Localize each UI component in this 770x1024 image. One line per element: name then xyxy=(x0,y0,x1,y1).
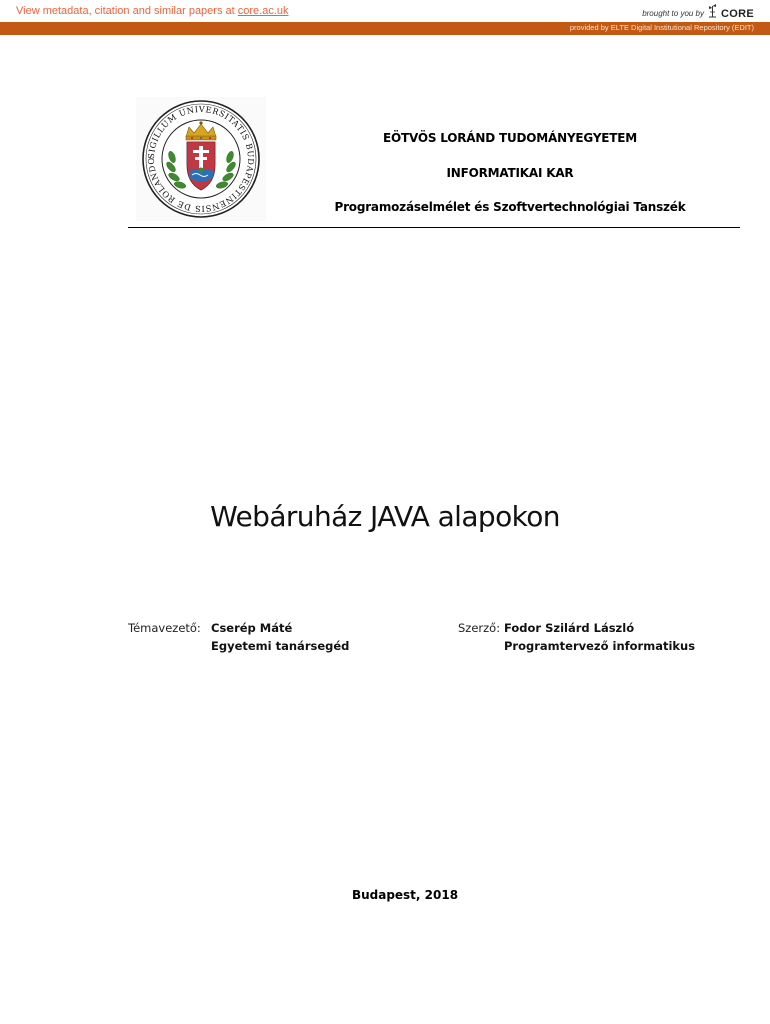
thesis-title: Webáruház JAVA alapokon xyxy=(210,500,560,533)
supervisor-position: Egyetemi tanársegéd xyxy=(211,639,350,653)
core-link[interactable]: core.ac.uk xyxy=(237,5,289,17)
core-metadata-prefix: View metadata, citation and similar papers at xyxy=(16,5,235,17)
svg-text:SIGILLUM UNIVERSITATIS BUDAPES: SIGILLUM UNIVERSITATIS BUDAPESTINENSIS DE ROLANDO xyxy=(145,103,257,215)
brought-to-you-text: brought to you by xyxy=(642,9,705,18)
header-divider xyxy=(128,227,740,228)
core-banner xyxy=(0,0,770,22)
provided-by-prefix: provided by xyxy=(569,23,609,32)
faculty-name: INFORMATIKAI KAR xyxy=(446,166,574,180)
core-logo-icon xyxy=(707,3,718,24)
university-name: EÖTVÖS LORÁND TUDOMÁNYEGYETEM xyxy=(382,131,638,145)
author-name: Fodor Szilárd László xyxy=(504,621,635,635)
core-brought-by[interactable] xyxy=(642,3,754,24)
university-crest-image xyxy=(136,97,266,221)
author-program: Programtervező informatikus xyxy=(504,639,696,653)
core-provided-bar xyxy=(0,22,770,35)
author-label: Szerző: xyxy=(458,621,501,635)
provided-by-repository: ELTE Digital Institutional Repository (EDIT) xyxy=(610,23,754,32)
core-logo-text: CORE xyxy=(721,7,754,20)
supervisor-label: Témavezető: xyxy=(128,621,201,635)
provided-by-text[interactable] xyxy=(570,23,754,32)
core-metadata-text xyxy=(16,5,289,17)
place-and-date: Budapest, 2018 xyxy=(351,888,459,902)
crest-seal-icon xyxy=(136,97,266,221)
department-name: Programozáselmélet és Szoftvertechnológiai Tanszék xyxy=(334,200,686,214)
supervisor-name: Cserép Máté xyxy=(211,621,293,635)
